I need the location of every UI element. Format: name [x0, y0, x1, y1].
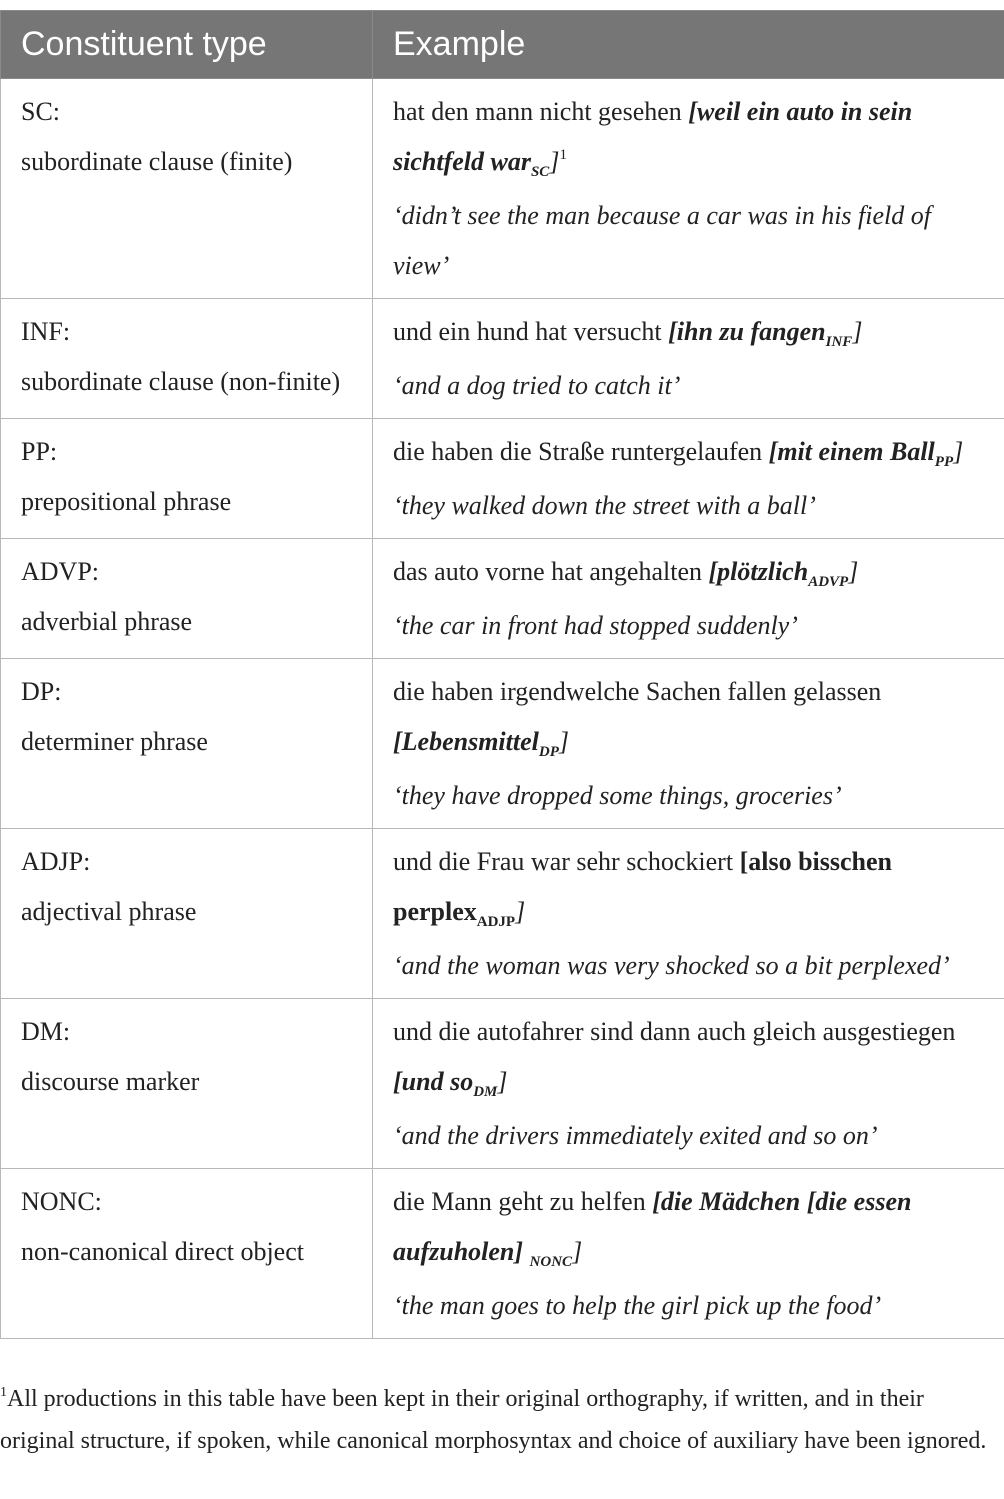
- bracket-open: [: [652, 1187, 661, 1216]
- english-gloss: ‘they walked down the street with a ball’: [393, 491, 816, 520]
- bracket-close: ]: [852, 317, 863, 346]
- header-example: Example: [373, 11, 1004, 79]
- example-cell: [373, 999, 1004, 1169]
- constituent-type-cell: [1, 539, 373, 659]
- constituent-type-cell: [1, 299, 373, 419]
- marked-constituent: weil ein auto in sein sichtfeld war: [393, 97, 913, 176]
- constituent-type-cell: [1, 419, 373, 539]
- example-cell: [373, 1169, 1004, 1339]
- constituent-abbreviation: INF:: [21, 317, 71, 346]
- bracket-close: ]: [848, 557, 859, 586]
- constituent-description: subordinate clause (non-finite): [21, 367, 341, 396]
- example-plain-text: und ein hund hat versucht: [393, 317, 669, 346]
- bracket-open: [: [768, 437, 778, 466]
- table-header-row: [1, 11, 1004, 79]
- constituent-abbreviation: DM:: [21, 1017, 71, 1046]
- bracket-open: [: [393, 1067, 402, 1096]
- example-cell: [373, 659, 1004, 829]
- marked-constituent: und so: [401, 1067, 474, 1096]
- constituent-subscript: DM: [473, 1084, 498, 1100]
- table-row: [1, 539, 1004, 659]
- bracket-open: [: [739, 847, 749, 876]
- english-gloss: ‘and the drivers immediately exited and so on’: [393, 1121, 878, 1150]
- marked-constituent: Lebensmittel: [401, 727, 539, 756]
- english-gloss: ‘and a dog tried to catch it’: [393, 371, 681, 400]
- english-gloss: ‘and the woman was very shocked so a bit perplexed’: [393, 951, 950, 980]
- constituent-description: discourse marker: [21, 1067, 200, 1096]
- constituent-type-cell: [1, 829, 373, 999]
- example-plain-text: die haben irgendwelche Sachen fallen gelassen: [393, 677, 882, 706]
- constituent-description: non-canonical direct object: [21, 1237, 304, 1266]
- constituent-description: adverbial phrase: [21, 607, 193, 636]
- example-plain-text: die Mann geht zu helfen: [393, 1187, 653, 1216]
- example-plain-text: die haben die Straße runtergelaufen: [393, 437, 769, 466]
- constituent-subscript: NONC: [529, 1254, 573, 1270]
- english-gloss: ‘didn’t see the man because a car was in his field of view’: [393, 201, 931, 280]
- bracket-open: [: [708, 557, 718, 586]
- bracket-close: ]: [558, 727, 569, 756]
- example-cell: [373, 539, 1004, 659]
- bracket-close: ]: [953, 437, 964, 466]
- bracket-close: ]: [549, 147, 560, 176]
- constituent-subscript: INF: [825, 334, 853, 350]
- constituent-abbreviation: PP:: [21, 437, 58, 466]
- constituent-subscript: PP: [934, 454, 954, 470]
- constituent-type-cell: [1, 1169, 373, 1339]
- footnote-mark: 1: [0, 1385, 7, 1400]
- bracket-open: [: [393, 727, 402, 756]
- marked-constituent: ihn zu fangen: [676, 317, 826, 346]
- constituent-subscript: DP: [538, 744, 559, 760]
- example-plain-text: das auto vorne hat angehalten: [393, 557, 709, 586]
- footnote-text: All productions in this table have been kept in their original orthography, if written, and in their original structure, if spoken, while canonical morphosyntax and choice of auxiliary have been ignored.: [0, 1386, 987, 1454]
- english-gloss: ‘the man goes to help the girl pick up the food’: [393, 1291, 882, 1320]
- table-row: [1, 419, 1004, 539]
- constituent-type-cell: [1, 79, 373, 299]
- constituent-table: [0, 10, 1004, 1339]
- table-row: [1, 299, 1004, 419]
- english-gloss: ‘they have dropped some things, groceries’: [393, 781, 842, 810]
- constituent-subscript: ADJP: [476, 914, 516, 930]
- constituent-abbreviation: ADVP:: [21, 557, 100, 586]
- constituent-subscript: SC: [530, 164, 550, 180]
- constituent-description: subordinate clause (finite): [21, 147, 293, 176]
- constituent-subscript: ADVP: [808, 574, 849, 590]
- example-cell: [373, 829, 1004, 999]
- marked-constituent: die Mädchen [die essen aufzuholen]: [393, 1187, 912, 1266]
- table-row: [1, 829, 1004, 999]
- constituent-description: adjectival phrase: [21, 897, 197, 926]
- example-plain-text: hat den mann nicht gesehen: [393, 97, 689, 126]
- english-gloss: ‘the car in front had stopped suddenly’: [393, 611, 798, 640]
- constituent-abbreviation: SC:: [21, 97, 61, 126]
- example-plain-text: und die autofahrer sind dann auch gleich ausgestiegen: [393, 1017, 956, 1046]
- table-row: [1, 79, 1004, 299]
- constituent-description: prepositional phrase: [21, 487, 232, 516]
- constituent-abbreviation: ADJP:: [21, 847, 91, 876]
- constituent-abbreviation: NONC:: [21, 1187, 102, 1216]
- bracket-close: ]: [572, 1237, 583, 1266]
- marked-constituent: mit einem Ball: [777, 437, 935, 466]
- example-cell: [373, 299, 1004, 419]
- marked-constituent: plötzlich: [717, 557, 809, 586]
- bracket-close: ]: [515, 897, 526, 926]
- constituent-type-cell: [1, 999, 373, 1169]
- footnote-reference: 1: [559, 147, 567, 163]
- header-constituent-type: Constituent type: [1, 11, 373, 79]
- bracket-open: [: [668, 317, 677, 346]
- example-plain-text: und die Frau war sehr schockiert: [393, 847, 740, 876]
- marked-constituent: also bisschen perplex: [393, 847, 892, 926]
- table-row: [1, 999, 1004, 1169]
- example-cell: [373, 79, 1004, 299]
- bracket-close: ]: [497, 1067, 508, 1096]
- constituent-type-cell: [1, 659, 373, 829]
- constituent-description: determiner phrase: [21, 727, 208, 756]
- constituent-abbreviation: DP:: [21, 677, 62, 706]
- bracket-open: [: [688, 97, 697, 126]
- table-footnote: [0, 1380, 1000, 1460]
- table-row: [1, 659, 1004, 829]
- table-row: [1, 1169, 1004, 1339]
- example-cell: [373, 419, 1004, 539]
